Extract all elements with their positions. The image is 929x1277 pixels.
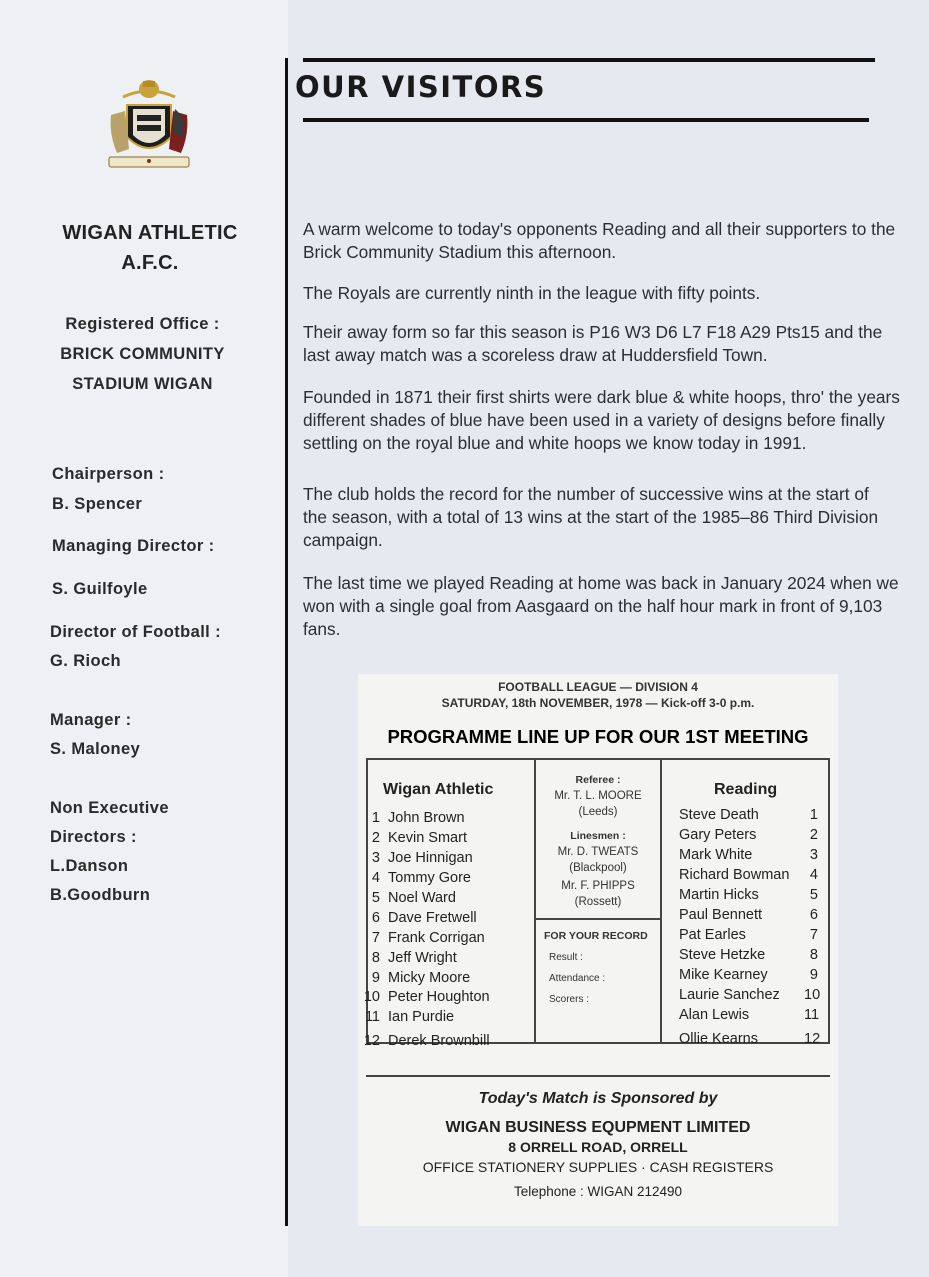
home-player-name: Noel Ward <box>388 890 456 906</box>
home-player-name: Dave Fretwell <box>388 910 477 926</box>
away-player-name: Martin Hicks <box>679 887 759 903</box>
article-paragraph: The last time we played Reading at home was back in January 2024 when we won with a single goal from Aasgaard on the half hour mark in front of 9,103 fans. <box>303 573 899 639</box>
away-player-name: Paul Bennett <box>679 907 763 923</box>
officials-divider <box>536 918 660 920</box>
sponsor-name: WIGAN BUSINESS EQUPMENT LIMITED <box>445 1119 751 1136</box>
home-player-number: 3 <box>371 850 380 866</box>
title-rule-bottom <box>303 118 869 122</box>
sponsor-services: OFFICE STATIONERY SUPPLIES · CASH REGISTERS <box>422 1159 774 1175</box>
home-player-number: 1 <box>371 810 380 826</box>
registered-office-block <box>40 309 245 399</box>
home-player-name: John Brown <box>388 810 465 826</box>
home-player-name: Peter Houghton <box>388 989 490 1005</box>
referee-name: Mr. T. L. MOORE <box>554 790 642 802</box>
away-player-name: Mark White <box>679 847 753 863</box>
linesman-2-name: Mr. F. PHIPPS <box>561 880 635 892</box>
lineup-banner: PROGRAMME LINE UP FOR OUR 1ST MEETING <box>387 726 809 747</box>
record-label: FOR YOUR RECORD <box>544 930 648 942</box>
home-player-number: 12 <box>363 1033 380 1049</box>
page-title: OUR VISITORS <box>295 70 547 104</box>
column-divider <box>285 58 288 1226</box>
away-player-name: Steve Hetzke <box>679 947 766 963</box>
sponsor-intro: Today's Match is Sponsored by <box>478 1090 718 1107</box>
chairperson-label: Chairperson : <box>52 465 165 483</box>
match-date: SATURDAY, 18th NOVEMBER, 1978 — Kick-off 3-0 p.m. <box>441 696 755 710</box>
home-player-name: Frank Corrigan <box>388 930 485 946</box>
away-player-number: 9 <box>809 967 818 983</box>
home-player-row <box>358 808 465 828</box>
club-name <box>30 218 270 278</box>
away-player-number: 1 <box>809 807 818 823</box>
away-team-heading: Reading <box>714 781 778 798</box>
director-of-football-name: G. Rioch <box>50 652 122 670</box>
lineup-divider-right <box>660 760 662 1044</box>
home-player-row <box>358 848 473 868</box>
away-player-name: Laurie Sanchez <box>679 987 780 1003</box>
programme-clipping <box>358 674 838 1226</box>
away-player-number: 5 <box>809 887 818 903</box>
referee-town: (Leeds) <box>578 806 618 818</box>
sponsor-rule <box>366 1075 830 1077</box>
home-player-number: 2 <box>371 830 380 846</box>
home-player-row <box>358 928 485 948</box>
home-player-row <box>358 1031 490 1051</box>
non-exec-director-2: B.Goodburn <box>50 886 151 904</box>
non-exec-label-line2: Directors : <box>50 828 137 846</box>
registered-office-line2: STADIUM WIGAN <box>72 375 213 393</box>
home-player-name: Kevin Smart <box>388 830 467 846</box>
away-player-name: Alan Lewis <box>679 1007 750 1023</box>
home-player-number: 6 <box>371 910 380 926</box>
linesmen-label: Linesmen : <box>570 830 626 842</box>
sponsor-address: 8 ORRELL ROAD, ORRELL <box>508 1139 688 1155</box>
scorers-label: Scorers : <box>549 994 590 1005</box>
club-crest-logo <box>103 75 195 179</box>
home-player-number: 11 <box>364 1009 380 1025</box>
article-paragraph: Their away form so far this season is P16 W3 D6 L7 F18 A29 Pts15 and the last away match was a scoreless draw at Huddersfield Town. <box>303 322 883 365</box>
home-player-row <box>358 987 490 1007</box>
home-player-row <box>358 948 457 968</box>
away-player-number: 11 <box>804 1007 820 1023</box>
home-player-row <box>358 888 456 908</box>
referee-label: Referee : <box>575 774 621 786</box>
manager-label: Manager : <box>50 711 132 729</box>
home-team-heading: Wigan Athletic <box>383 781 494 798</box>
attendance-label: Attendance : <box>549 973 606 984</box>
away-player-name: Richard Bowman <box>679 867 790 883</box>
away-player-name: Steve Death <box>679 807 759 823</box>
home-player-row <box>358 968 470 988</box>
home-player-number: 8 <box>371 950 380 966</box>
article-paragraph: The club holds the record for the number of successive wins at the start of the season, with a total of 13 wins at the start of the 1985–86 Third Division campaign. <box>303 484 879 550</box>
away-player-number: 2 <box>809 827 818 843</box>
away-player-number: 3 <box>809 847 818 863</box>
manager-name: S. Maloney <box>50 740 141 758</box>
away-player-name: Gary Peters <box>679 827 757 843</box>
home-player-name: Micky Moore <box>388 970 471 986</box>
article-paragraph: The Royals are currently ninth in the league with fifty points. <box>303 283 761 303</box>
away-player-number: 8 <box>809 947 818 963</box>
home-player-number: 7 <box>371 930 380 946</box>
home-player-name: Tommy Gore <box>388 870 471 886</box>
home-player-row <box>358 1007 454 1027</box>
home-player-name: Joe Hinnigan <box>388 850 473 866</box>
director-of-football-label: Director of Football : <box>50 623 222 641</box>
linesman-1-town: (Blackpool) <box>569 862 627 874</box>
home-player-name: Jeff Wright <box>388 950 457 966</box>
home-player-number: 9 <box>371 970 380 986</box>
home-player-row <box>358 868 471 888</box>
managing-director-name: S. Guilfoyle <box>52 580 148 598</box>
away-player-name: Pat Earles <box>679 927 746 943</box>
home-player-name: Derek Brownbill <box>388 1033 490 1049</box>
linesman-1-name: Mr. D. TWEATS <box>557 846 639 858</box>
home-player-number: 4 <box>371 870 380 886</box>
result-label: Result : <box>549 952 583 963</box>
article-paragraph: A warm welcome to today's opponents Reading and all their supporters to the Brick Community Stadium this afternoon. <box>303 219 896 262</box>
chairperson-name: B. Spencer <box>52 495 143 513</box>
article-paragraph: Founded in 1871 their first shirts were dark blue & white hoops, thro' the years different shades of blue have been used in a variety of designs before finally settling on the royal blue and white hoops we know today in 1991. <box>303 387 900 453</box>
away-player-number: 6 <box>809 907 818 923</box>
linesman-2-town: (Rossett) <box>574 896 622 908</box>
non-exec-director-1: L.Danson <box>50 857 129 875</box>
away-player-number: 7 <box>809 927 818 943</box>
managing-director-label: Managing Director : <box>52 537 215 555</box>
home-player-row <box>358 828 467 848</box>
club-name-line2: A.F.C. <box>121 252 179 274</box>
sponsor-phone: Telephone : WIGAN 212490 <box>513 1184 683 1199</box>
away-player-number: 10 <box>804 987 821 1003</box>
away-player-number: 12 <box>804 1031 821 1047</box>
away-player-name: Mike Kearney <box>679 967 768 983</box>
league-heading: FOOTBALL LEAGUE — DIVISION 4 <box>498 680 698 694</box>
home-player-number: 5 <box>371 890 380 906</box>
club-name-line1: WIGAN ATHLETIC <box>62 222 238 244</box>
home-player-row <box>358 908 477 928</box>
away-player-number: 4 <box>809 867 818 883</box>
home-player-number: 10 <box>363 989 380 1005</box>
registered-office-line1: BRICK COMMUNITY <box>60 345 225 363</box>
registered-office-label: Registered Office : <box>65 315 220 333</box>
title-rule-top <box>303 58 875 62</box>
non-exec-label-line1: Non Executive <box>50 799 169 817</box>
away-player-name: Ollie Kearns <box>679 1031 758 1047</box>
home-player-name: Ian Purdie <box>388 1009 455 1025</box>
